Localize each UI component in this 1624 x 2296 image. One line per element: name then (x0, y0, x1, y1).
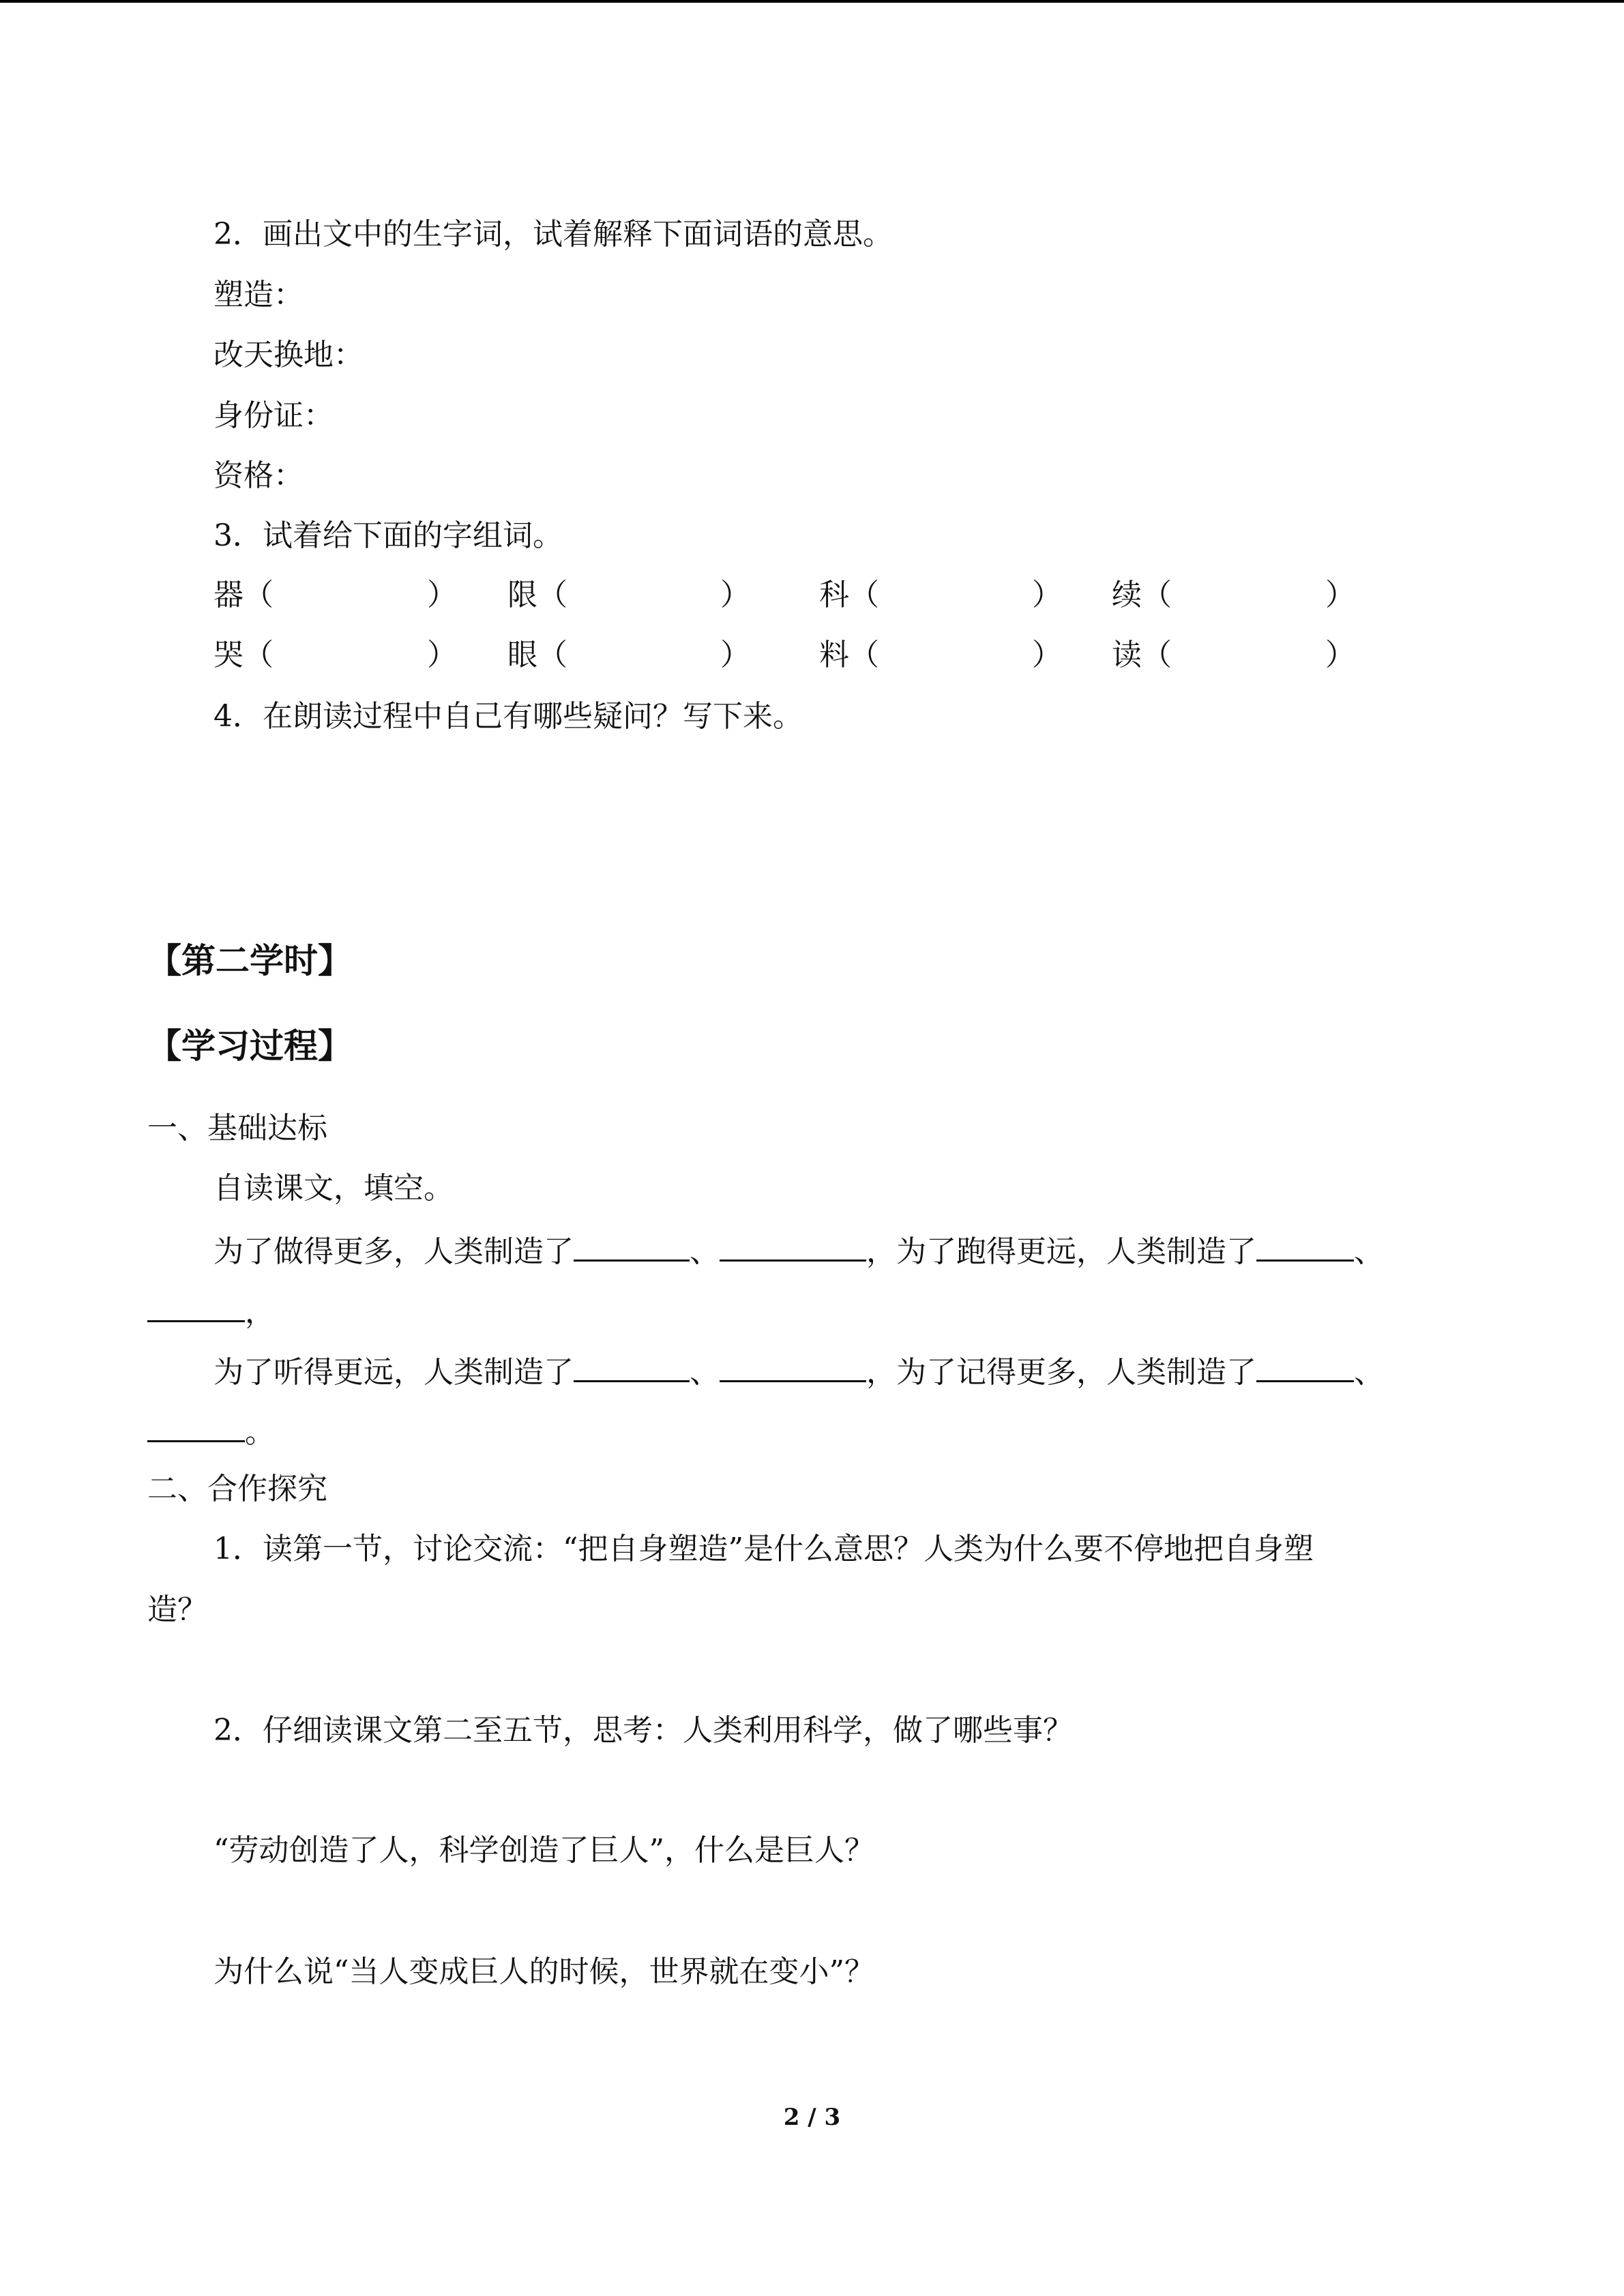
grid-cell-open: 续（ (1112, 578, 1172, 612)
page-number: 2 / 3 (783, 2104, 841, 2131)
fill-line-1 (213, 1228, 1384, 1272)
question-4: 4．在朗读过程中自己有哪些疑问？写下来。 (213, 699, 803, 734)
sec2-question-2: 2．仔细读课文第二至五节，思考：人类利用科学，做了哪些事？ (213, 1713, 1073, 1748)
fill-line-2 (213, 1349, 1384, 1393)
grid-cell-close: ） (1325, 578, 1355, 612)
grid-cell-close: ） (720, 578, 750, 612)
grid-cell-open: 料（ (819, 638, 879, 672)
fill-end: ， (245, 1295, 275, 1330)
answer-blank[interactable] (574, 1349, 690, 1382)
fill-text: ，为了记得更多，人类制造了 (866, 1355, 1256, 1390)
grid-cell-close: ） (1325, 638, 1355, 672)
vocab-word-1: 塑造： (213, 278, 304, 312)
fill-text: ，为了跑得更远，人类制造了 (866, 1234, 1256, 1269)
question-3: 3．试着给下面的字组词。 (213, 518, 563, 553)
sec2-question-4: 为什么说“当人变成巨人的时候，世界就在变小”？ (213, 1954, 874, 1989)
question-2: 2．画出文中的生字词，试着解释下面词语的意思。 (213, 217, 893, 252)
sec2-question-3: “劳动创造了人，科学创造了巨人”，什么是巨人？ (213, 1833, 874, 1868)
answer-blank[interactable] (574, 1228, 690, 1262)
answer-blank[interactable] (1256, 1349, 1354, 1382)
sec1-title: 一、基础达标 (147, 1111, 327, 1146)
grid-cell-open: 读（ (1112, 638, 1172, 672)
grid-cell-close: ） (427, 638, 457, 672)
grid-cell-open: 眼（ (507, 638, 567, 672)
fill-line-1-cont (147, 1289, 275, 1333)
vocab-word-3: 身份证： (213, 398, 334, 433)
grid-cell-open: 科（ (819, 578, 879, 612)
sec1-instruction: 自读课文，填空。 (213, 1171, 454, 1206)
fill-line-2-cont (147, 1409, 275, 1453)
fill-sep: 、 (1354, 1234, 1384, 1269)
fill-text: 为了做得更多，人类制造了 (213, 1234, 574, 1269)
answer-blank[interactable] (720, 1349, 866, 1382)
top-border (0, 0, 1624, 3)
vocab-word-4: 资格： (213, 458, 304, 493)
vocab-word-2: 改天换地： (213, 338, 364, 372)
section-heading-second-lesson: 【第二学时】 (147, 940, 352, 981)
grid-cell-open: 器（ (213, 578, 274, 612)
grid-cell-close: ） (427, 578, 457, 612)
grid-cell-close: ） (720, 638, 750, 672)
grid-cell-close: ） (1032, 578, 1062, 612)
sec2-question-1-cont: 造？ (147, 1592, 207, 1627)
fill-sep: 、 (1354, 1355, 1384, 1390)
grid-cell-open: 限（ (507, 578, 567, 612)
grid-cell-open: 哭（ (213, 638, 274, 672)
section-heading-learning-process: 【学习过程】 (147, 1026, 352, 1066)
sec2-title: 二、合作探究 (147, 1472, 327, 1506)
answer-blank[interactable] (147, 1289, 245, 1322)
fill-sep: 、 (690, 1234, 720, 1269)
fill-text: 为了听得更远，人类制造了 (213, 1355, 574, 1390)
answer-blank[interactable] (720, 1228, 866, 1262)
sec2-question-1: 1．读第一节，讨论交流：“把自身塑造”是什么意思？人类为什么要不停地把自身塑 (213, 1532, 1314, 1566)
fill-sep: 、 (690, 1355, 720, 1390)
fill-end: 。 (245, 1415, 275, 1450)
answer-blank[interactable] (1256, 1228, 1354, 1262)
answer-blank[interactable] (147, 1409, 245, 1442)
grid-cell-close: ） (1032, 638, 1062, 672)
